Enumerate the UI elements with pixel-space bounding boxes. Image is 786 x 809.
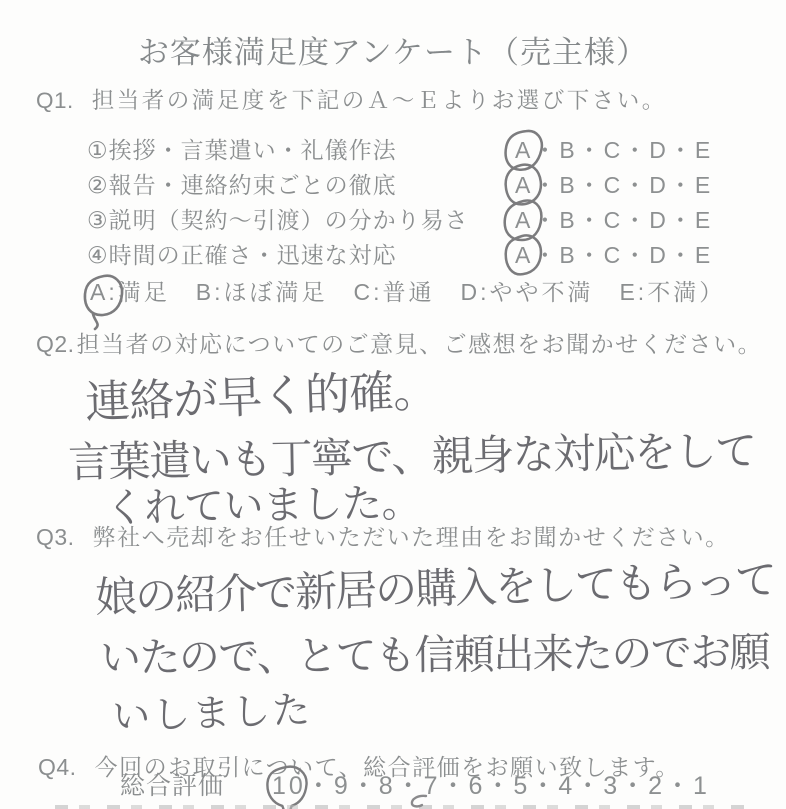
option-rest-label: ・B・C・D・E: [533, 242, 714, 268]
q1-item-row-3: [0, 198, 786, 233]
option-rest-label: ・B・C・D・E: [533, 207, 714, 233]
q1-item-list: [0, 128, 786, 268]
q1-question: 担当者の満足度を下記のＡ～Ｅよりお選び下さい。: [91, 88, 667, 113]
rating-rest-label: ・9・8・7・6・5・4・3・2・1: [305, 772, 710, 800]
q1-item-text: ③説明（契約～引渡）の分かり易さ: [87, 207, 469, 233]
option-a-circled: [515, 207, 533, 234]
q1-item-row-4: [0, 233, 786, 268]
q2-handwritten-answer-line: くれていました。: [104, 481, 422, 531]
option-a-label: A: [515, 137, 534, 163]
rating-label: 総合評価: [120, 772, 225, 800]
rating-10-circled: [272, 772, 306, 801]
q3-question: 弊社へ売却をお任せいただいた理由をお聞かせください。: [92, 524, 730, 550]
option-rest-label: ・B・C・D・E: [533, 137, 714, 163]
q1-item-options: [515, 132, 713, 165]
option-a-label: A: [515, 172, 534, 198]
q1-item-options: [515, 237, 713, 270]
q3-handwritten-answer-line: いたので、とても信頼出来たのでお願: [99, 629, 770, 681]
cut-off-text-marks: [55, 805, 755, 809]
q1-item-text: ④時間の正確さ・迅速な対応: [87, 242, 397, 268]
option-a-label: A: [515, 207, 534, 233]
rating-scale: [272, 766, 710, 802]
cut-off-stroke-mark: [408, 794, 430, 808]
legend-a-circled: [90, 279, 118, 306]
q4-question: 今回のお取引について、総合評価をお願い致します。: [94, 754, 680, 780]
option-rest-label: ・B・C・D・E: [533, 172, 714, 198]
q2-label: Q2.: [36, 331, 75, 357]
q3-handwritten-answer-line: 娘の紹介で新居の購入をしてもらって: [94, 556, 776, 621]
q4-label: Q4.: [38, 754, 77, 780]
option-a-circled: [515, 172, 533, 199]
rating-10-label: 10: [272, 772, 306, 800]
q1-item-text: ②報告・連絡約束ごとの徹底: [87, 172, 397, 198]
q1-item-options: [515, 167, 713, 200]
q3-handwritten-answer-line: いしました: [111, 689, 313, 739]
q3-heading: [36, 519, 730, 552]
option-a-circled: [515, 242, 533, 269]
page-title: お客様満足度アンケート（売主様）: [137, 35, 649, 70]
q2-handwritten-answer-line: 言葉遣いも丁寧で、親身な対応をして: [67, 427, 757, 486]
q2-handwritten-answer-line: 連絡が早く的確。: [84, 364, 438, 429]
q1-item-text: ①挨拶・言葉遣い・礼儀作法: [87, 137, 397, 163]
q1-item-row-1: [0, 128, 786, 163]
q2-heading: [36, 326, 762, 359]
legend-a-label: A:: [90, 279, 118, 305]
legend-rest-label: 満足 B:ほぼ満足 C:普通 D:やや不満 E:不満）: [117, 279, 726, 305]
q2-question: 担当者の対応についてのご意見、ご感想をお聞かせください。: [76, 331, 763, 357]
q1-heading: [36, 83, 667, 115]
q3-label: Q3.: [36, 524, 75, 550]
q1-item-row-2: [0, 163, 786, 198]
option-a-label: A: [515, 242, 534, 268]
option-a-circled: [515, 137, 533, 164]
q1-item-options: [515, 202, 713, 235]
q1-legend: [90, 274, 725, 307]
q1-label: Q1.: [36, 88, 74, 113]
